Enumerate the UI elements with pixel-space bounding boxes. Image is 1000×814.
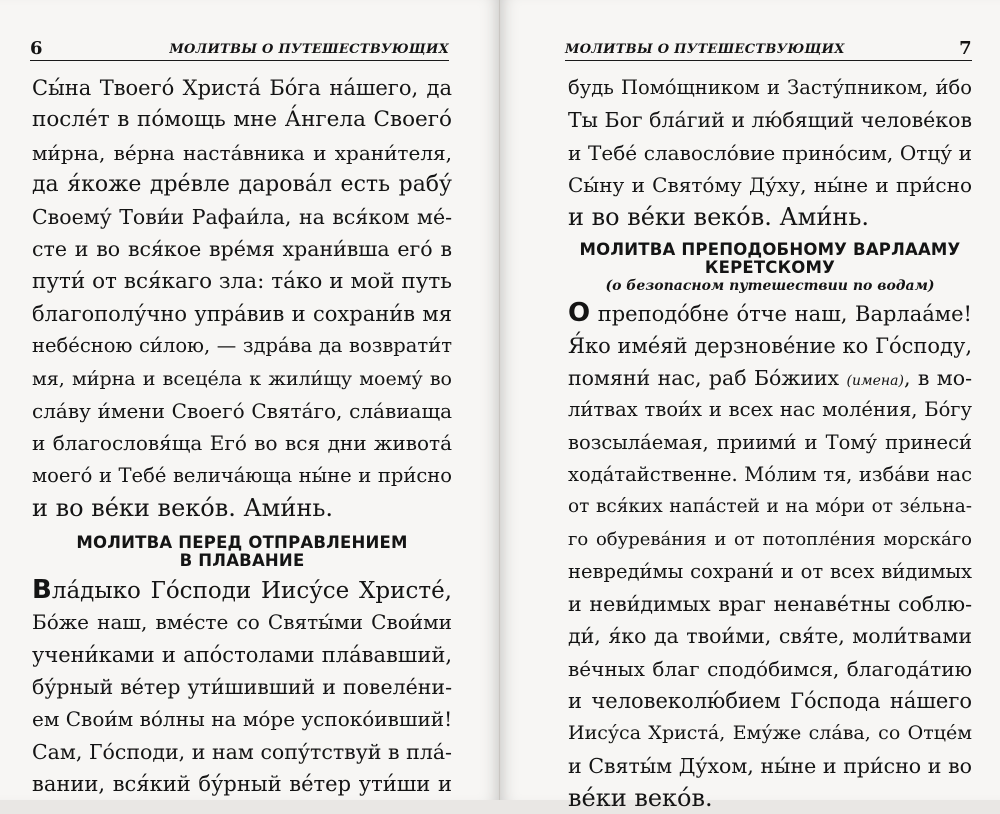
text-line: ем Свои́м во́лны на мо́ре успоко́ивший! (32, 707, 453, 732)
prayer-heading-line: МОЛИТВА ПЕРЕД ОТПРАВЛЕНИЕМ (76, 533, 408, 553)
text-line: небе́сною си́лою, — здра́ва да возврати́т (32, 334, 452, 358)
text-line: и во ве́ки веко́в. Ами́нь. (32, 493, 334, 522)
text-line: Сы́на Твоего́ Христа́ Бо́га на́шего, да (32, 76, 452, 100)
running-head-title-right: МОЛИТВЫ О ПУТЕШЕСТВУЮЩИХ (565, 42, 845, 57)
text-line: ве́чных благ сподо́бимся, благода́тию (568, 656, 972, 681)
text-line: Я́ко име́яй дерзнове́ние ко Го́споду, (568, 333, 972, 358)
prayer-heading-line: КЕРЕТСКОМУ (704, 258, 836, 278)
text-line: ми́рна, ве́рна наста́вника и храни́теля, (32, 140, 452, 165)
text-line: и человеколю́бием Го́спода на́шего (568, 689, 972, 714)
left-body-text (32, 72, 452, 800)
text-line: от вся́ких напа́стей и на мо́ри от зе́льна- (568, 496, 972, 518)
text-line: и неви́димых враг ненаве́тны соблю- (568, 592, 972, 617)
text-line: да я́коже дре́вле дарова́л есть рабу́ (32, 171, 452, 197)
text-line-first (32, 574, 452, 606)
line-text: , в мо- (903, 366, 973, 391)
text-line: Своему́ Тови́и Рафаи́ла, на вся́ком ме́- (32, 205, 452, 230)
text-line: Сам, Го́споди, и нам сопу́тствуй в пла́- (32, 739, 452, 764)
running-head-right (565, 34, 972, 61)
text-line: ди́, я́ко да твои́ми, свя́те, моли́твами (568, 624, 972, 649)
first-line-text: ла́дыко Го́споди Иису́се Христе́, (51, 578, 452, 605)
text-line: и во ве́ки веко́в. Ами́нь. (568, 203, 870, 232)
drop-cap: О (568, 298, 591, 329)
text-line-with-note (568, 362, 972, 394)
page-number-left: 6 (30, 38, 43, 59)
text-line: моего́ и Тебе́ велича́юща ны́не и при́сно (32, 463, 452, 487)
prayer-heading-line: В ПЛАВАНИЕ (179, 551, 305, 571)
text-line: Ты Бог бла́гий и лю́бящий челове́ков (568, 108, 972, 133)
left-page (0, 0, 500, 800)
text-line: будь Помо́щником и Засту́пником, и́бо (568, 76, 972, 99)
running-head-left (30, 34, 449, 61)
text-line: хода́тайственне. Мо́лим тя, изба́ви нас (568, 462, 972, 486)
text-line: Бо́же наш, вме́сте со Святы́ми Свои́ми (32, 610, 452, 635)
text-line: Иису́са Христа́, Ему́же сла́ва, со Отце́м (568, 722, 972, 745)
text-line-first (568, 297, 972, 329)
right-body-text (568, 72, 972, 814)
text-line: учени́ками и апо́столами пла́вавший, (32, 642, 452, 667)
text-line: Сы́ну и Свято́му Ду́ху, ны́не и при́сно (568, 172, 972, 197)
drop-cap: В (32, 575, 52, 606)
prayer-subheading: (о безопасном путешествии по водам) (605, 278, 935, 295)
text-line: бу́рный ве́тер ути́шивший и повеле́ни- (32, 675, 452, 700)
text-line: невреди́мы сохрани́ и от всех ви́димых (568, 559, 972, 583)
text-line: ли́твах твои́х и всех нас моле́ния, Бо́гу (568, 398, 972, 422)
running-head-title-left: МОЛИТВЫ О ПУТЕШЕСТВУЮЩИХ (169, 42, 449, 57)
text-line: и благословя́ща Его́ во вся дни живота́ (32, 431, 452, 456)
text-line: вании, вся́кий бу́рный ве́тер ути́ши и (32, 771, 452, 796)
first-line-text: преподо́бне о́тче наш, Варлаа́ме! (590, 302, 972, 327)
text-line: сла́ву и́мени Своего́ Свята́го, сла́виаща (32, 398, 452, 423)
text-line: после́т в по́мощь мне А́нгела Своего́ (32, 107, 452, 133)
right-page (500, 0, 1000, 812)
text-line: и Тебе́ славосло́вие прино́сим, Отцу́ и (568, 140, 972, 165)
text-line: пути́ от вся́каго зла: та́ко и мой путь (32, 268, 452, 294)
text-line: мя, ми́рна и всеце́ла к жили́щу моему́ во (32, 367, 452, 390)
page-number-right: 7 (959, 38, 972, 59)
text-line: и Святы́м Ду́хом, ны́не и при́сно и во (568, 753, 972, 778)
text-line: благополу́чно упра́вив и сохрани́в мя (32, 302, 452, 327)
text-line: ве́ки веко́в. (568, 783, 713, 812)
names-placeholder-note: (имена) (846, 373, 904, 390)
text-line: возсыла́емая, приими́ и Тому́ принеси́ (568, 430, 972, 454)
text-line: сте и во вся́кое вре́мя храни́вша его́ в (32, 237, 452, 262)
text-line: го обурева́ния и от потопле́ния морска́го (568, 528, 972, 550)
line-text: помяни́ нас, раб Бо́жиих (568, 366, 847, 391)
prayer-heading-line: МОЛИТВА ПРЕПОДОБНОМУ ВАРЛААМУ (579, 240, 961, 260)
